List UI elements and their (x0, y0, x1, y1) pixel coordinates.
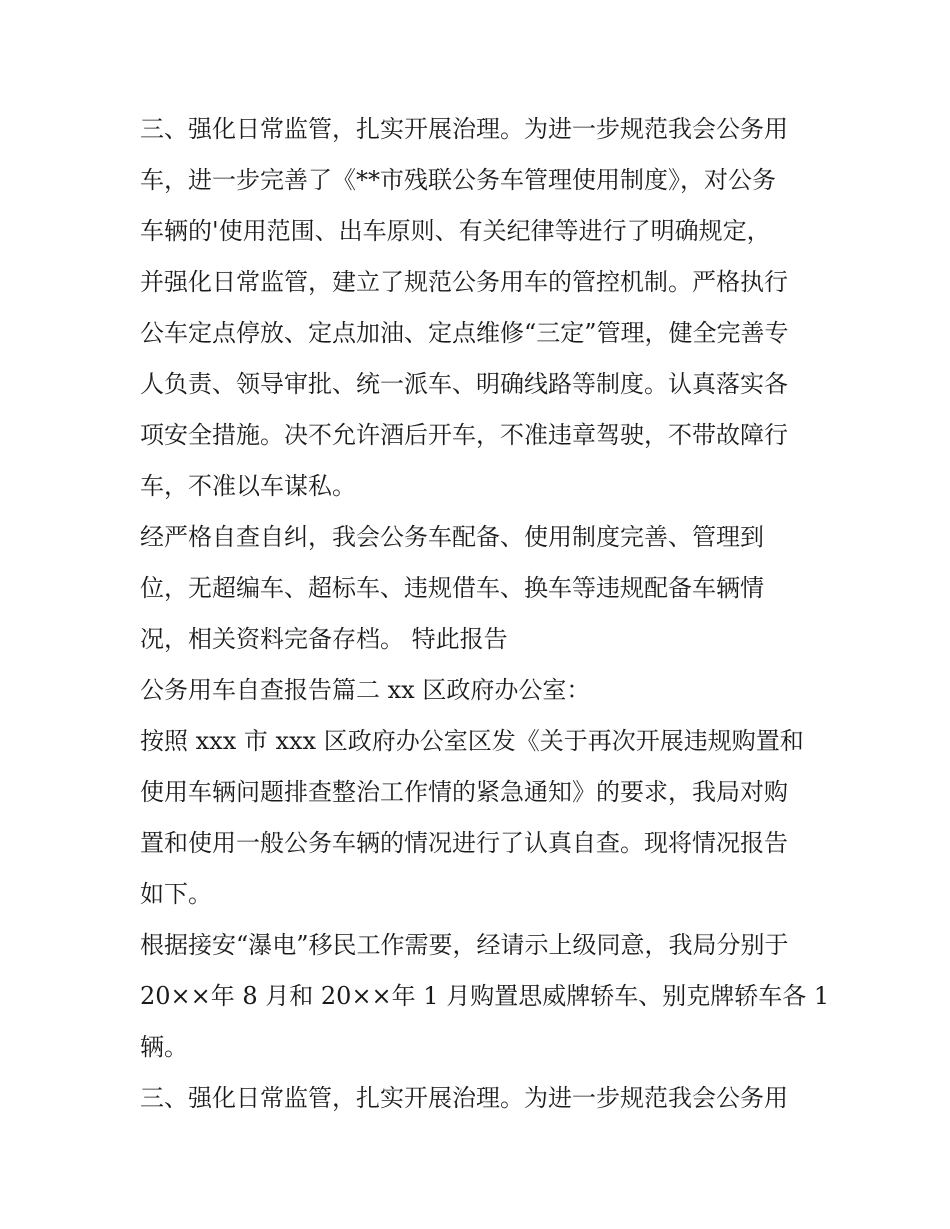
paragraph-supervision (140, 104, 820, 512)
text-line: 如下。 (140, 880, 212, 908)
paragraph-vehicle-purchase (140, 920, 830, 1073)
text-line: 人负责、领导审批、统一派车、明确线路等制度。认真落实各 (140, 370, 788, 398)
paragraph-self-check-result (140, 512, 820, 665)
text-line: 置和使用一般公务车辆的情况进行了认真自查。现将情况报告 (140, 829, 788, 857)
paragraph-supervision-repeat (140, 1073, 820, 1124)
text-line: 项安全措施。决不允许酒后开车，不准违章驾驶，不带故障行 (140, 421, 788, 449)
text-line: 况，相关资料完备存档。 特此报告 (140, 625, 508, 653)
text-line: 车辆的'使用范围、出车原则、有关纪律等进行了明确规定， (140, 217, 771, 245)
text-line: 位，无超编车、超标车、违规借车、换车等违规配备车辆情 (140, 574, 764, 602)
text-line: 按照 xxx 市 xxx 区政府办公室区发《关于再次开展违规购置和 (140, 727, 804, 755)
text-line: 并强化日常监管，建立了规范公务用车的管控机制。严格执行 (140, 268, 788, 296)
text-line: 公车定点停放、定点加油、定点维修“三定”管理，健全完善专 (140, 319, 789, 347)
text-line: 三、强化日常监管，扎实开展治理。为进一步规范我会公务用 (140, 115, 788, 143)
text-line: 使用车辆问题排查整治工作情的紧急通知》的要求，我局对购 (140, 778, 788, 806)
text-line: 车，进一步完善了《**市残联公务车管理使用制度》，对公务 (140, 166, 776, 194)
text-line: 经严格自查自纠，我会公务车配备、使用制度完善、管理到 (140, 523, 764, 551)
text-line: 车，不准以车谋私。 (140, 472, 356, 500)
text-line: 20××年 8 月和 20××年 1 月购置思威牌轿车、别克牌轿车各 1 (140, 982, 830, 1010)
text-line: 公务用车自查报告篇二 xx 区政府办公室： (140, 676, 591, 704)
text-line: 三、强化日常监管，扎实开展治理。为进一步规范我会公务用 (140, 1084, 788, 1112)
text-line: 根据接安“瀑电”移民工作需要，经请示上级同意，我局分别于 (140, 931, 789, 959)
section-heading-part-two (140, 665, 820, 716)
paragraph-notice-reference (140, 716, 820, 920)
text-line: 辆。 (140, 1033, 188, 1061)
document-body (140, 104, 830, 1124)
